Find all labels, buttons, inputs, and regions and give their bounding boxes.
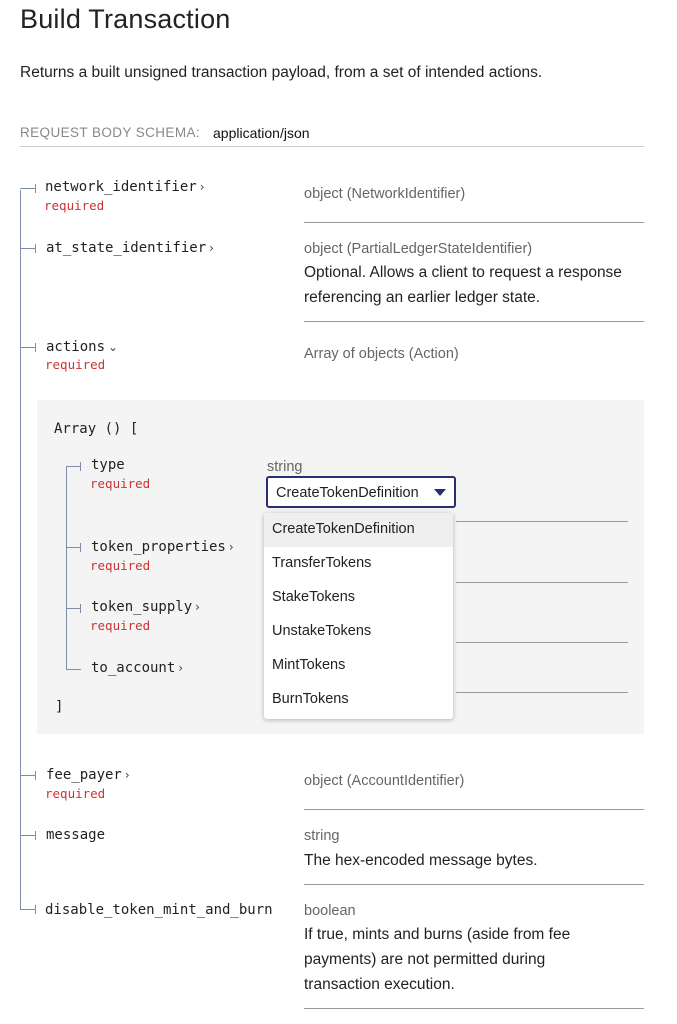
property-type: Array of objects (Action): [304, 346, 459, 362]
row-divider: [304, 884, 644, 885]
row-divider: [456, 521, 628, 522]
row-divider: [456, 642, 628, 643]
required-badge: required: [44, 198, 105, 213]
property-description: Optional. Allows a client to request a response: [304, 264, 622, 281]
menu-option-unstake-tokens[interactable]: UnstakeTokens: [272, 623, 372, 639]
tree-branch: [66, 669, 81, 670]
field-name: to_account: [91, 660, 176, 676]
chevron-right-icon[interactable]: ›: [199, 180, 205, 194]
property-type: object (NetworkIdentifier): [304, 186, 466, 202]
tree-branch: [66, 547, 81, 548]
menu-option-mint-tokens[interactable]: MintTokens: [272, 657, 346, 673]
required-badge: required: [45, 357, 106, 372]
property-name: fee_payer: [46, 767, 122, 783]
tree-branch-tick: [35, 343, 36, 352]
chevron-down-icon[interactable]: ⌄: [108, 340, 119, 354]
property-description: payments) are not permitted during: [304, 951, 546, 968]
property-message: message: [46, 827, 106, 843]
property-description: The hex-encoded message bytes.: [304, 852, 538, 869]
property-description: referencing an earlier ledger state.: [304, 289, 541, 306]
field-token-supply[interactable]: [91, 599, 200, 615]
tree-branch-tick: [35, 831, 36, 840]
array-close-label: ]: [55, 699, 64, 715]
property-name: at_state_identifier: [46, 240, 207, 256]
row-divider: [456, 692, 628, 693]
caret-down-icon: [434, 489, 446, 496]
menu-option-burn-tokens[interactable]: BurnTokens: [272, 691, 349, 707]
tree-branch: [20, 248, 36, 249]
property-disable-token-mint-and-burn: disable_token_mint_and_burn: [45, 902, 273, 918]
field-type: type: [91, 457, 125, 473]
menu-option-create-token-definition[interactable]: CreateTokenDefinition: [264, 513, 453, 547]
chevron-right-icon[interactable]: ›: [228, 540, 234, 554]
tree-branch: [20, 188, 36, 189]
property-type: boolean: [304, 903, 356, 919]
tree-branch-tick: [80, 543, 81, 552]
tree-branch-tick: [35, 244, 36, 253]
tree-branch-tick: [80, 604, 81, 613]
menu-option-stake-tokens[interactable]: StakeTokens: [272, 589, 356, 605]
row-divider: [304, 222, 644, 223]
tree-branch: [66, 608, 81, 609]
tree-branch: [20, 347, 36, 348]
property-name: actions: [46, 339, 106, 355]
tree-branch-tick: [35, 905, 36, 914]
property-actions[interactable]: [46, 339, 118, 355]
row-divider: [304, 1008, 644, 1009]
field-type-type: string: [267, 459, 303, 475]
request-body-schema-label: REQUEST BODY SCHEMA:: [20, 125, 201, 140]
property-type: string: [304, 828, 340, 844]
action-type-menu: [264, 513, 453, 719]
property-network-identifier[interactable]: [45, 179, 205, 195]
chevron-right-icon[interactable]: ›: [195, 600, 200, 614]
required-badge: required: [90, 476, 151, 491]
row-divider: [304, 321, 644, 322]
tree-branch-tick: [35, 771, 36, 780]
field-name: token_supply: [91, 599, 193, 615]
row-divider: [456, 582, 628, 583]
required-badge: required: [45, 786, 106, 801]
tree-branch: [20, 835, 36, 836]
field-to-account[interactable]: [91, 660, 183, 676]
required-badge: required: [90, 618, 151, 633]
field-token-properties[interactable]: [91, 539, 234, 555]
tree-line: [20, 190, 21, 909]
tree-branch-tick: [80, 462, 81, 471]
field-name: token_properties: [91, 539, 226, 555]
property-type: object (AccountIdentifier): [304, 773, 465, 789]
array-open-label: Array () [: [54, 421, 139, 437]
chevron-right-icon[interactable]: ›: [209, 241, 214, 255]
chevron-right-icon[interactable]: ›: [178, 661, 184, 675]
property-description: If true, mints and burns (aside from fee: [304, 926, 571, 943]
chevron-right-icon[interactable]: ›: [124, 768, 130, 782]
property-name: network_identifier: [45, 179, 197, 195]
select-value: CreateTokenDefinition: [276, 485, 419, 501]
inner-tree-line: [66, 466, 67, 669]
page-description: Returns a built unsigned transaction payload, from a set of intended actions.: [20, 64, 543, 81]
tree-branch: [20, 775, 36, 776]
request-body-schema-value: application/json: [213, 125, 310, 141]
row-divider: [304, 809, 644, 810]
page-title: Build Transaction: [20, 4, 231, 34]
property-type: object (PartialLedgerStateIdentifier): [304, 241, 533, 257]
menu-option-transfer-tokens[interactable]: TransferTokens: [272, 555, 372, 571]
tree-branch: [66, 466, 81, 467]
required-badge: required: [90, 558, 151, 573]
schema-divider: [20, 146, 644, 147]
property-description: transaction execution.: [304, 976, 455, 993]
property-fee-payer[interactable]: [46, 767, 130, 783]
property-at-state-identifier[interactable]: [46, 240, 214, 256]
action-type-select[interactable]: [266, 476, 456, 508]
tree-branch: [20, 909, 36, 910]
tree-branch-tick: [35, 184, 36, 193]
